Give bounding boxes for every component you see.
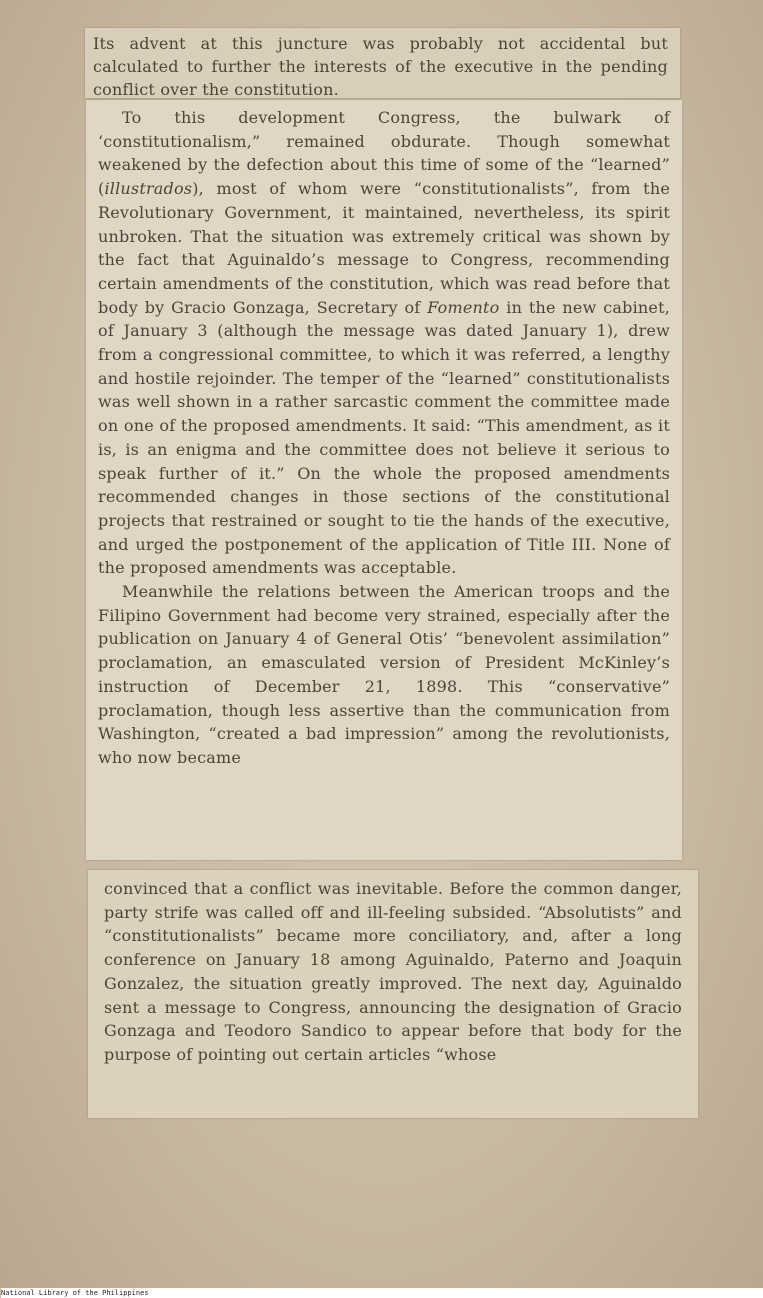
library-credit: National Library of the Philippines [1,1288,763,1298]
newspaper-clipping-bottom [88,870,698,1118]
clipping-paragraph: convinced that a conflict was inevitable. Before the common danger, party strife was called off and ill-feeling subsided. “Absolutists” and “constitutionalists” became more conciliatory, and, after a long conference on January 18 among Aguinaldo, Paterno and Joaquin Gonzalez, the situation greatly improved. The next day, Aguinaldo sent a message to Congress, announcing the designation of Gracio Gonzaga and Teodoro Sandico to appear before that body for the purpose of pointing out certain articles “whose [104,879,682,1064]
text-run: To this development Congress, the bulwark of ‘constitutionalism,” remained obdurate. Though somewhat weakened by the defection about this time of some of the “learned” ( [98,108,670,199]
clipping-paragraph [98,106,670,580]
clipping-paragraph: Its advent at this juncture was probably not accidental but calculated to further the interests of the executive in the pending conflict over the constitution. [93,34,668,99]
clipping-paragraph: Meanwhile the relations between the American troops and the Filipino Government had become very strained, especially after the publication on January 4 of General Otis’ “benevolent assimilation” proclamation, an emasculated version of President McKinley’s instruction of December 21, 1898. This “conservative” proclamation, though less assertive than the communication from Washington, “created a bad impression” among the revolutionists, who now became [98,582,670,767]
text-run: ), most of whom were “constitutionalists”, from the Revolutionary Government, it maintained, nevertheless, its spirit unbroken. That the situation was extremely critical was shown by the fact that Aguinaldo’s message to Congress, recommending certain amendments of the constitution, which was read before that body by Gracio Gonzaga, Secretary of [98,179,670,317]
text-run: in the new cabinet, of January 3 (although the message was dated January 1), drew from a congressional committee, to which it was referred, a lengthy and hostile rejoinder. The temper of the “learned” constitutionalists was well shown in a rather sarcastic comment the committee made on one of the proposed amendments. It said: “This amendment, as it is, is an enigma and the committee does not believe it serious to speak further of it.” On the whole the proposed amendments recommended changes in those sections of the constitutional projects that restrained or sought to tie the hands of the executive, and urged the postponement of the application of Title III. None of the proposed amendments was acceptable. [98,297,670,578]
newspaper-clipping-middle [86,100,682,860]
newspaper-clipping-top [85,28,680,98]
italic-term: Fomento [427,297,500,317]
italic-term: illustrados [104,179,193,199]
